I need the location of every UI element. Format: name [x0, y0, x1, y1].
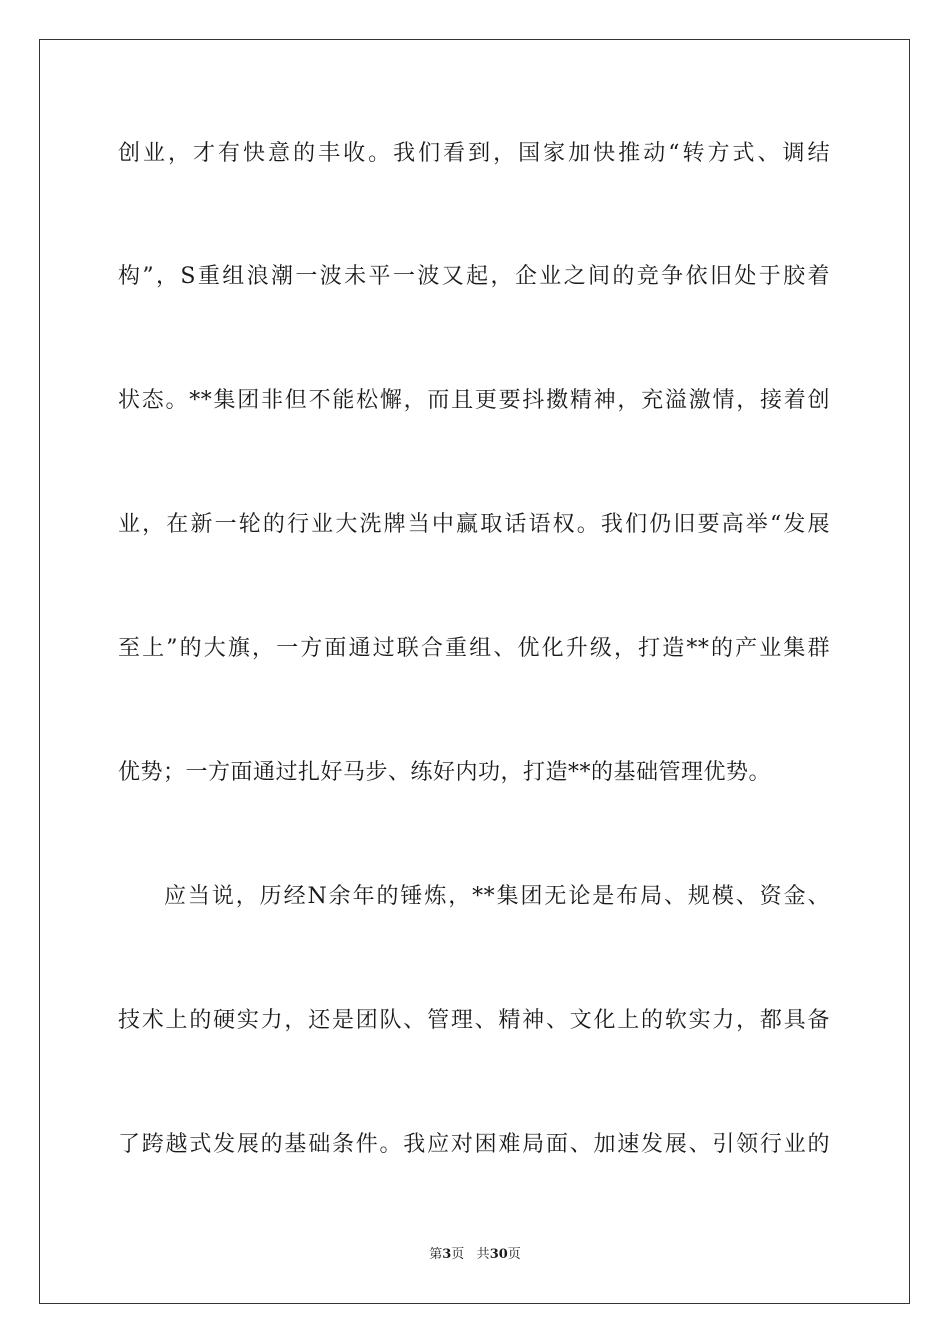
body-text-line: 至上”的大旗，一方面通过联合重组、优化升级，打造**的产业集群 [118, 636, 830, 661]
body-text-line: 创业，才有快意的丰收。我们看到，国家加快推动“转方式、调结 [118, 141, 830, 166]
body-text-line: 优势；一方面通过扎好马步、练好内功，打造**的基础管理优势。 [118, 760, 772, 785]
total-suffix: 页 [507, 1247, 521, 1262]
page-total: 30 [489, 1247, 508, 1262]
page-footer [0, 1246, 950, 1264]
page-current: 3 [442, 1247, 452, 1262]
page-prefix: 第 [429, 1247, 443, 1262]
body-text-line: 业，在新一轮的行业大洗牌当中赢取话语权。我们仍旧要高举“发展 [118, 512, 830, 537]
body-text-line: 构”，S重组浪潮一波未平一波又起，企业之间的竞争依旧处于胶着 [118, 264, 830, 289]
body-text-line: 技术上的硬实力，还是团队、管理、精神、文化上的软实力，都具备 [118, 1008, 830, 1033]
total-prefix: 共 [476, 1247, 490, 1262]
body-text-line: 状态。**集团非但不能松懈，而且更要抖擞精神，充溢激情，接着创 [118, 388, 830, 413]
page-suffix: 页 [451, 1247, 465, 1262]
page-border [39, 39, 910, 1304]
body-text-line-paragraph-start: 应当说，历经N余年的锤炼，**集团无论是布局、规模、资金、 [164, 884, 830, 909]
body-text-line: 了跨越式发展的基础条件。我应对困难局面、加速发展、引领行业的 [118, 1132, 830, 1157]
